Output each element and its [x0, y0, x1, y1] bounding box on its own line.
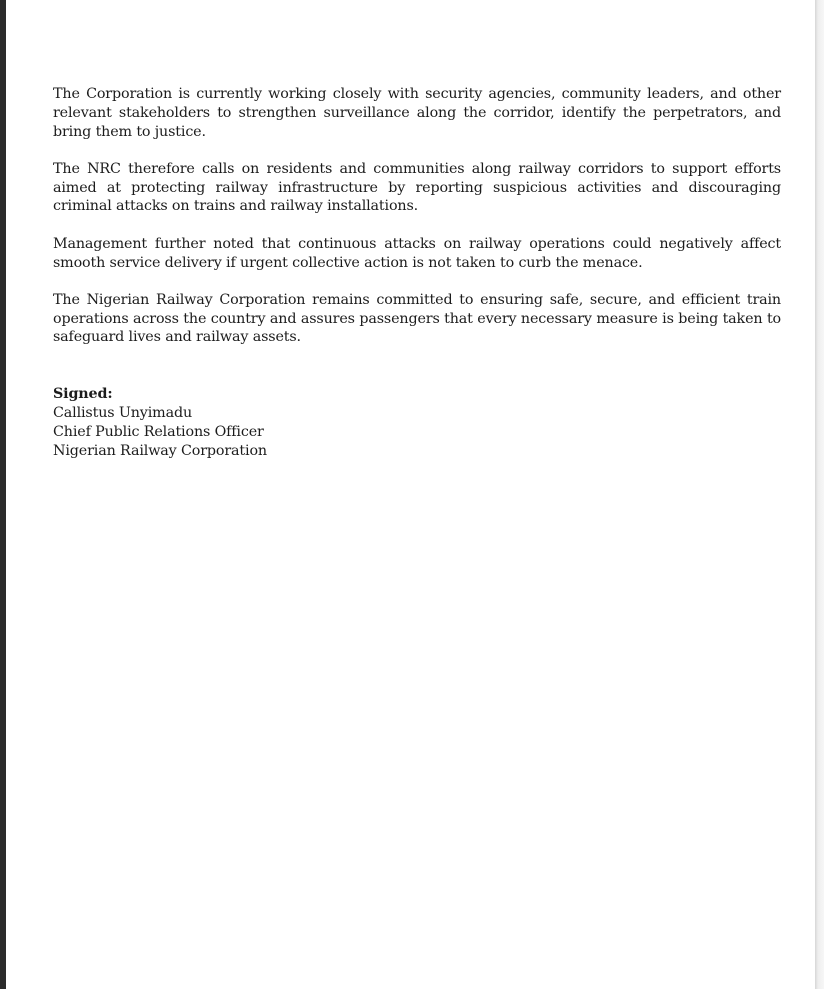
right-page-edge	[815, 0, 824, 989]
paragraph-community-appeal: The NRC therefore calls on residents and communities along railway corridors to support efforts aimed at protecting railway infrastructure by reporting suspicious activities and discouraging criminal attacks on trains and railway installations.	[53, 160, 781, 215]
signed-label: Signed:	[53, 386, 113, 403]
document-page	[53, 85, 781, 460]
left-page-edge	[0, 0, 6, 989]
paragraph-management-warning: Management further noted that continuous attacks on railway operations could negatively affect smooth service delivery if urgent collective action is not taken to curb the menace.	[53, 235, 781, 271]
paragraph-commitment: The Nigerian Railway Corporation remains committed to ensuring safe, secure, and efficient train operations across the country and assures passengers that every necessary measure is being taken to safeguard lives and railway assets.	[53, 291, 781, 346]
paragraph-security-collaboration: The Corporation is currently working closely with security agencies, community leaders, and other relevant stakeholders to strengthen surveillance along the corridor, identify the perpetrators, and bring them to justice.	[53, 86, 781, 140]
signatory-organization: Nigerian Railway Corporation	[53, 442, 267, 459]
signature-block	[53, 385, 781, 460]
signatory-title: Chief Public Relations Officer	[53, 423, 264, 440]
signatory-name: Callistus Unyimadu	[53, 405, 192, 422]
